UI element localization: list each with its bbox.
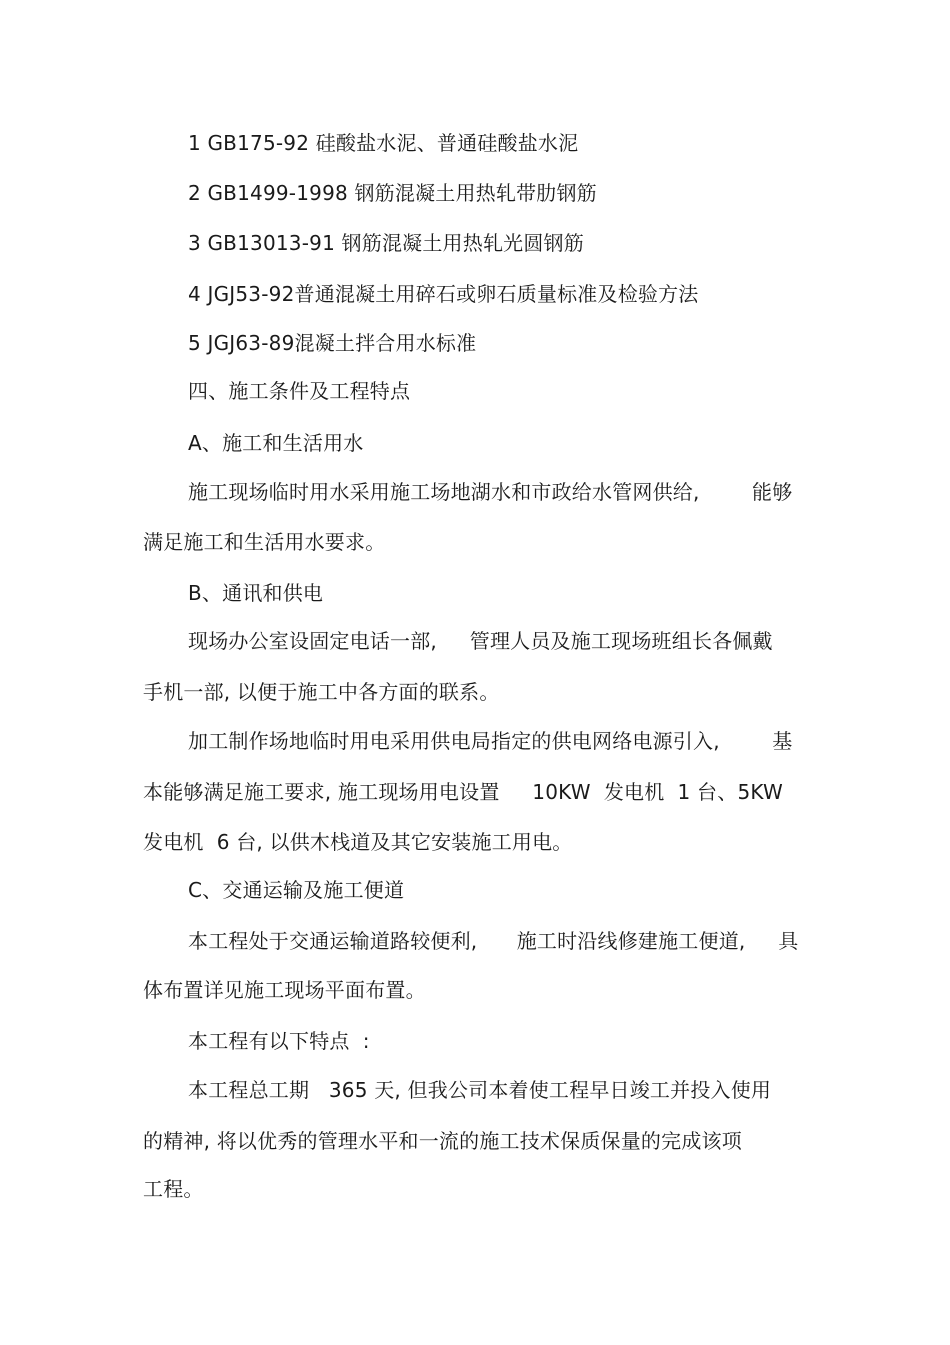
subheading-power: B、通讯和供电	[188, 581, 324, 605]
standard-item-3: 3 GB13013-91 钢筋混凝土用热轧光圆钢筋	[188, 231, 584, 255]
standard-item-2: 2 GB1499-1998 钢筋混凝土用热轧带肋钢筋	[188, 181, 597, 205]
paragraph-line: 发电机 6 台, 以供木栈道及其它安装施工用电。	[143, 830, 573, 854]
paragraph-line: 工程。	[143, 1177, 204, 1201]
subheading-traffic: C、交通运输及施工便道	[188, 878, 405, 902]
paragraph-line: 体布置详见施工现场平面布置。	[143, 978, 426, 1002]
paragraph-line: 加工制作场地临时用电采用供电局指定的供电网络电源引入, 基	[188, 729, 793, 753]
section-heading: 四、施工条件及工程特点	[188, 379, 411, 403]
subheading-water: A、施工和生活用水	[188, 431, 364, 455]
paragraph-line: 的精神, 将以优秀的管理水平和一流的施工技术保质保量的完成该项	[143, 1129, 742, 1153]
paragraph-line: 本工程总工期 365 天, 但我公司本着使工程早日竣工并投入使用	[188, 1078, 772, 1102]
paragraph-line: 施工现场临时用水采用施工场地湖水和市政给水管网供给, 能够	[188, 480, 793, 504]
features-intro: 本工程有以下特点 :	[188, 1029, 370, 1053]
standard-item-1: 1 GB175-92 硅酸盐水泥、普通硅酸盐水泥	[188, 131, 579, 155]
paragraph-line: 现场办公室设固定电话一部, 管理人员及施工现场班组长各佩戴	[188, 629, 773, 653]
paragraph-line: 本能够满足施工要求, 施工现场用电设置 10KW 发电机 1 台、5KW	[143, 780, 783, 804]
paragraph-line: 本工程处于交通运输道路较便利, 施工时沿线修建施工便道, 具	[188, 929, 799, 953]
paragraph-line: 手机一部, 以便于施工中各方面的联系。	[143, 680, 500, 704]
standard-item-5: 5 JGJ63-89混凝土拌合用水标准	[188, 331, 477, 355]
standard-item-4: 4 JGJ53-92普通混凝土用碎石或卵石质量标准及检验方法	[188, 282, 699, 306]
paragraph-line: 满足施工和生活用水要求。	[143, 530, 386, 554]
